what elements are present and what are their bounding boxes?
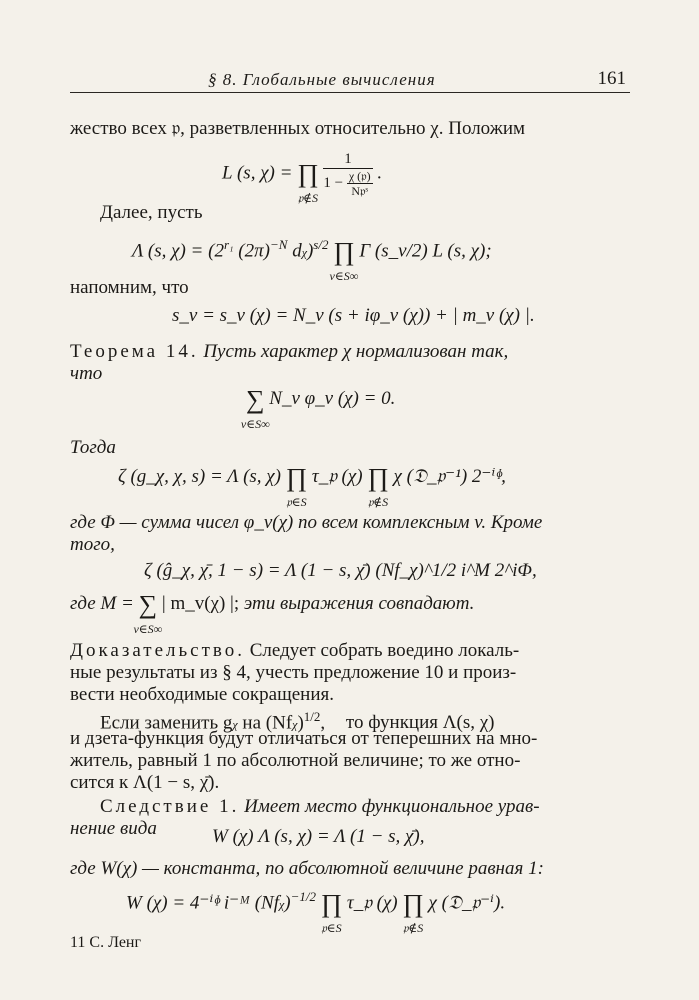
fraction-numerator: 1	[323, 150, 372, 169]
product-index: 𝔭∈S	[286, 495, 307, 509]
printer-signature: 11 С. Ленг	[70, 934, 142, 951]
fraction	[323, 150, 372, 198]
product-symbol: ∏ 𝔭∉S	[367, 467, 388, 489]
text-line: вести необходимые сокращения.	[70, 684, 334, 705]
corollary-text: Имеет место функциональное урав-	[244, 796, 540, 817]
product-symbol: ∏ 𝔭∉S	[297, 163, 318, 185]
inner-denominator: N𝔭ˢ	[351, 184, 369, 198]
text-fragment: | m_v(χ) |;	[161, 593, 240, 614]
formula-factor: τ_𝔭 (χ)	[346, 892, 398, 914]
text-line: Тогда	[70, 437, 116, 458]
sum-symbol: ∑ v∈S∞	[139, 594, 158, 616]
theorem-text: Пусть характер χ нормализован так,	[203, 341, 509, 362]
text-line	[70, 590, 475, 636]
page-number: 161	[597, 68, 626, 89]
text-line: ные результаты из § 4, учесть предложение 10 и произ-	[70, 662, 517, 683]
text-line: жество всех 𝔭, разветвленных относительно χ. Положим	[70, 118, 526, 139]
formula-factor: τ_𝔭 (χ)	[311, 466, 363, 487]
sum-symbol: ∑ v∈S∞	[246, 389, 265, 411]
fraction-denominator: 1 −	[323, 174, 344, 191]
text-fragment: то функция Λ(s, χ)	[345, 712, 495, 734]
text-line: где W(χ) — константа, по абсолютной величине равная 1:	[70, 858, 544, 879]
text-fragment: где M =	[70, 593, 134, 614]
product-symbol: ∏ 𝔭∈S	[321, 893, 342, 915]
product-symbol: ∏ v∈S∞	[333, 241, 354, 263]
text-fragment: эти выражения совпадают.	[243, 593, 475, 614]
formula-zeta-dual: ζ (ĝ_χ, χ̄, 1 − s) = Λ (1 − s, χ̄) (Nf_χ)^1/2 i^M 2^iΦ,	[144, 560, 537, 581]
formula-factor: d	[292, 240, 302, 262]
text-line: где Φ — сумма чисел φ_v(χ) по всем комплексным v. Кроме	[70, 512, 543, 533]
formula-factor: (2π)	[238, 240, 270, 262]
formula-l-function	[222, 150, 383, 206]
product-index: 𝔭∉S	[402, 921, 424, 936]
formula-lhs: ζ (g_χ, χ, s) = Λ (s, χ)	[118, 466, 281, 487]
formula-lhs: L (s, χ) =	[222, 162, 293, 184]
corollary-line	[100, 796, 540, 818]
product-symbol: ∏ 𝔭∉S	[402, 893, 423, 915]
product-symbol: ∏ 𝔭∈S	[286, 467, 307, 489]
text-line: того,	[70, 534, 115, 555]
formula-rhs: χ (𝔇_𝔭⁻ⁱ).	[428, 892, 506, 914]
text-fragment: Следует собрать воедино локаль-	[249, 640, 520, 661]
product-index: 𝔭∉S	[367, 495, 389, 509]
text-line: нение вида	[70, 818, 157, 839]
section-title: § 8. Глобальные вычисления	[208, 70, 436, 89]
formula-functional-equation: W (χ) Λ (s, χ) = Λ (1 − s, χ̄),	[212, 826, 425, 847]
formula-rhs: χ (𝔇_𝔭⁻¹) 2⁻ⁱᶲ,	[393, 466, 506, 487]
text-fragment: на (Nf	[242, 712, 293, 734]
sum-index: v∈S∞	[133, 622, 163, 636]
theorem-line	[70, 341, 508, 363]
formula-rhs: N_v φ_v (χ) = 0.	[269, 388, 396, 409]
formula-normalization	[240, 385, 396, 431]
formula-root-number: W (χ) = 4⁻ⁱᶲ i⁻ᴹ $(Nf\chi)^{-1/2}$ ∏ 𝔭∈S τ_𝔭 (χ) ∏ 𝔭∉S χ (𝔇_𝔭⁻ⁱ).	[126, 886, 505, 915]
text-line: напомним, что	[70, 277, 189, 298]
formula-lhs: W (χ) = 4⁻ⁱᶲ i⁻ᴹ (Nf	[126, 892, 280, 914]
text-line: и дзета-функция будут отличаться от теперешних на мно-	[70, 728, 538, 749]
corollary-label: Следствие 1.	[100, 796, 240, 817]
formula-lhs: Λ (s, χ) = (2	[132, 240, 224, 262]
theorem-label: Теорема 14.	[70, 341, 199, 362]
formula-tail: .	[377, 162, 383, 184]
product-index: 𝔭∉S	[297, 191, 319, 206]
formula-lambda: Λ (s, $\chi) = (2^{r_1}$ $(2\pi)^{-N}$ dχ)$^{s/2}$ ∏ v∈S∞ Γ (s_v/2) L (s, χ);	[132, 234, 492, 263]
product-index: 𝔭∈S	[321, 921, 342, 936]
text-line: житель, равный 1 по абсолютной величине; то же отно-	[70, 750, 521, 771]
text-fragment: Если заменить g	[100, 712, 233, 734]
formula-zeta	[118, 463, 506, 509]
formula-s-v: s_v = s_v (χ) = N_v (s + iφ_v (χ)) + | m_v (χ) |.	[172, 305, 535, 326]
inner-numerator: χ (𝔭)	[348, 169, 371, 183]
text-line: Если заменить gχ на $(Nf\chi)^{1/2}$, то функция Λ(s, χ)	[100, 709, 495, 734]
running-header	[70, 64, 630, 93]
sum-index: v∈S∞	[240, 417, 270, 431]
proof-line	[70, 640, 519, 662]
product-index: v∈S∞	[329, 269, 359, 284]
formula-rhs: Γ (s_v/2) L (s, χ);	[359, 240, 492, 262]
text-line: Далее, пусть	[100, 202, 203, 223]
text-line: сится к Λ(1 − s, χ̄).	[70, 772, 220, 793]
proof-label: Доказательство.	[70, 640, 245, 661]
text-line: что	[70, 363, 103, 384]
formula-factor: )	[306, 240, 314, 262]
